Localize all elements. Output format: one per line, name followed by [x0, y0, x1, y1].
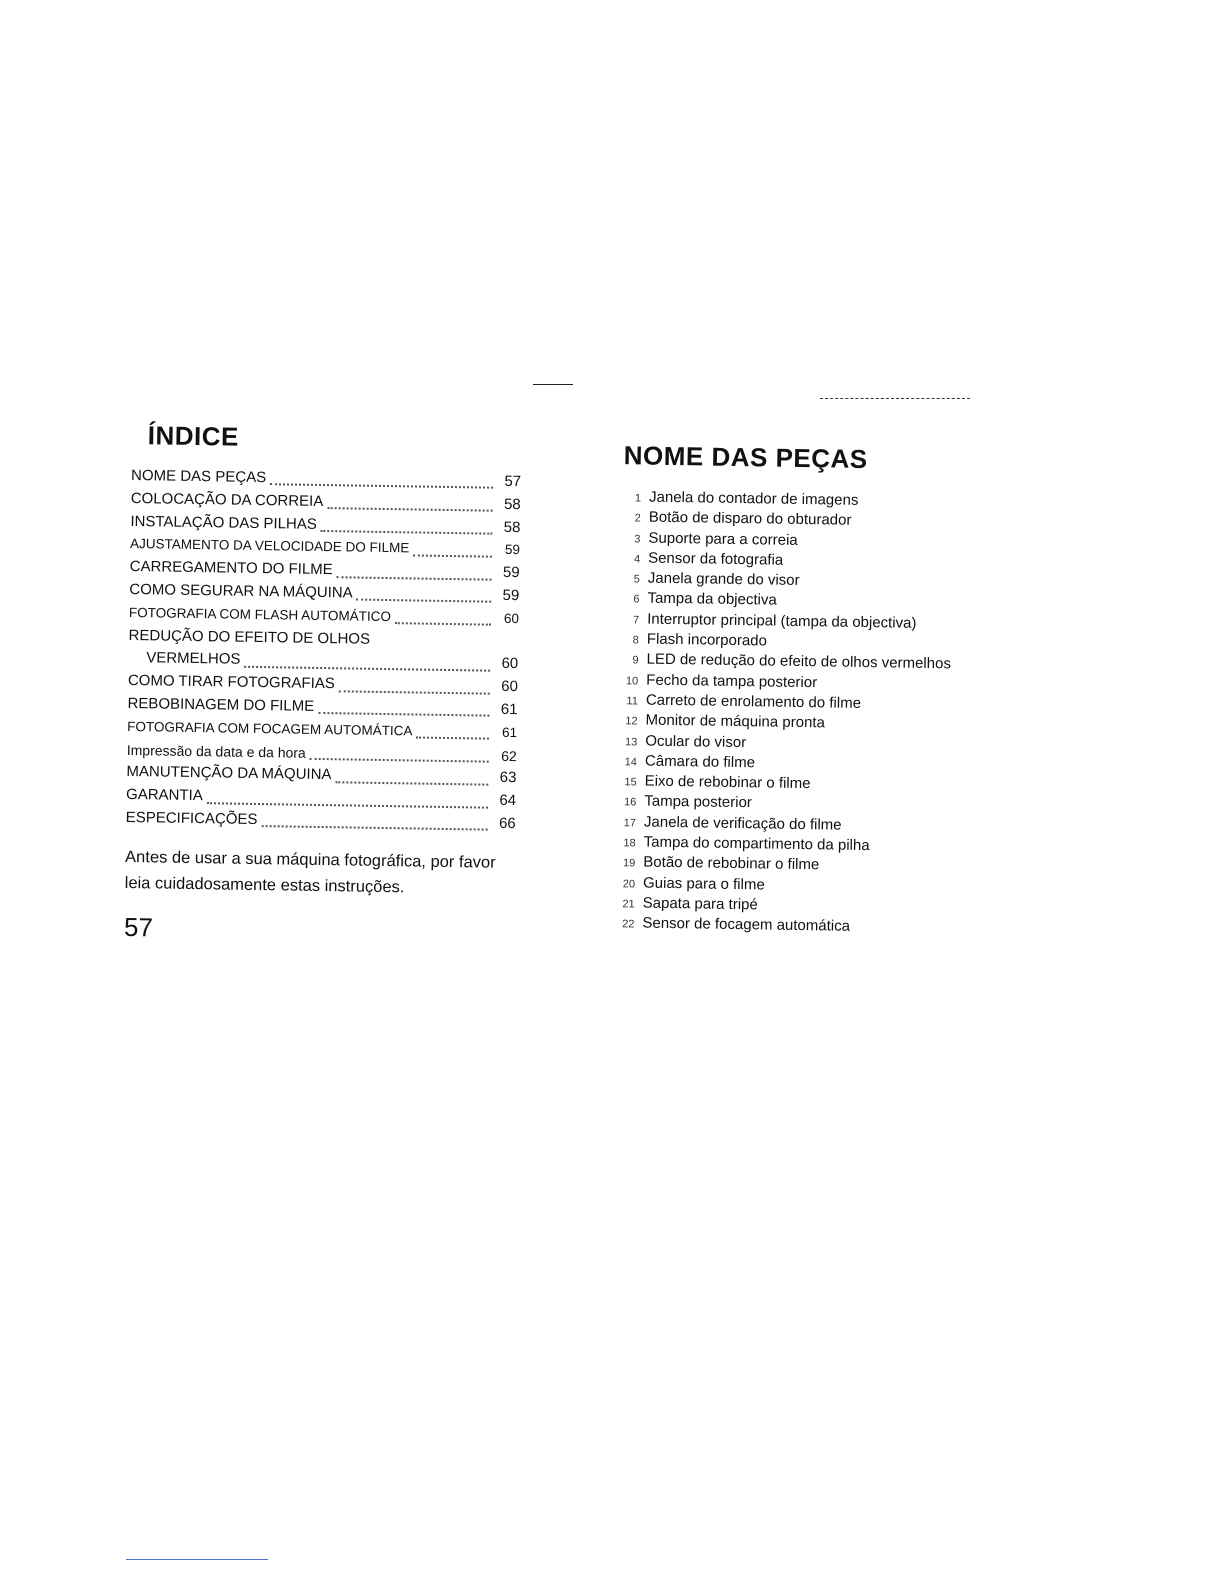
index-entry-label: Impressão da data e da hora — [126, 741, 306, 761]
index-entry-page: 59 — [502, 564, 520, 582]
part-number: 18 — [623, 837, 636, 850]
index-section — [124, 420, 522, 949]
dot-leader — [321, 524, 493, 535]
index-entry-page: 64 — [499, 791, 517, 810]
part-number: 22 — [622, 918, 635, 931]
part-number: 4 — [633, 553, 641, 566]
part-label: Câmara do filme — [644, 752, 756, 772]
part-label: Sensor de focagem automática — [642, 914, 851, 936]
part-label: Carreto de enrolamento do filme — [645, 691, 862, 712]
index-entry-page: 57 — [504, 472, 522, 491]
page-number: 57 — [123, 912, 154, 943]
index-entry-page: 59 — [504, 542, 521, 558]
part-number: 7 — [632, 614, 640, 627]
part-number: 19 — [623, 857, 636, 870]
dot-leader — [327, 501, 493, 512]
index-entry-label: NOME DAS PEÇAS — [130, 466, 267, 487]
part-label: Flash incorporado — [646, 630, 768, 650]
index-entry-label: VERMELHOS — [146, 649, 241, 669]
dot-leader — [416, 731, 489, 740]
index-entry-page: 63 — [499, 769, 517, 787]
index-entry-label: INSTALAÇÃO DAS PILHAS — [130, 512, 317, 533]
dot-leader — [395, 616, 491, 626]
part-number: 6 — [633, 593, 640, 606]
parts-list — [604, 487, 1011, 940]
dot-leader — [310, 752, 489, 763]
part-label: Janela do contador de imagens — [648, 488, 859, 509]
part-number: 9 — [632, 654, 639, 667]
index-entry-page: 58 — [503, 518, 521, 536]
part-number: 20 — [622, 877, 636, 891]
index-list — [126, 465, 522, 836]
part-number: 11 — [626, 695, 638, 708]
index-entry-label: CARREGAMENTO DO FILME — [129, 558, 333, 579]
part-label: Botão de rebobinar o filme — [643, 853, 820, 874]
index-entry-page: 60 — [501, 678, 518, 696]
index-entry-label: MANUTENÇÃO DA MÁQUINA — [126, 763, 332, 784]
dot-leader — [413, 548, 492, 557]
dot-leader — [261, 819, 487, 831]
index-entry-page: 59 — [502, 586, 520, 605]
index-entry-page: 58 — [503, 495, 521, 513]
index-entry-label: FOTOGRAFIA COM FOCAGEM AUTOMÁTICA — [127, 718, 413, 739]
part-label: Fecho da tampa posterior — [646, 671, 818, 691]
index-entry-page: 60 — [501, 655, 519, 673]
part-number: 13 — [624, 735, 638, 748]
index-entry-label: COMO SEGURAR NA MÁQUINA — [129, 580, 353, 602]
part-label: Janela de verificação do filme — [643, 813, 842, 834]
part-number: 8 — [632, 634, 639, 647]
part-number: 16 — [623, 796, 637, 809]
index-entry-label: REBOBINAGEM DO FILME — [127, 694, 315, 715]
part-number: 15 — [624, 776, 637, 789]
index-entry — [126, 807, 516, 836]
bottom-rule — [126, 1559, 268, 1560]
part-label: Tampa do compartimento da pilha — [643, 833, 870, 855]
part-label: Tampa da objectiva — [647, 590, 777, 610]
top-rule-short — [533, 384, 573, 385]
intro-paragraph: Antes de usar a sua máquina fotográfica, por favor leia cuidadosamente estas instruções. — [124, 847, 496, 897]
index-entry-label: COMO TIRAR FOTOGRAFIAS — [127, 672, 335, 693]
index-entry-label: COLOCAÇÃO DA CORREIA — [130, 489, 324, 510]
part-label: Suporte para a correia — [648, 529, 798, 549]
part-number: 2 — [634, 512, 641, 525]
parts-title: NOME DAS PEÇAS — [623, 440, 868, 475]
part-label: Interruptor principal (tampa da objectiva) — [647, 610, 917, 632]
dot-leader — [318, 706, 489, 717]
part-number: 17 — [623, 816, 637, 830]
part-label: Guias para o filme — [642, 874, 765, 894]
part-label: Ocular do visor — [645, 732, 747, 751]
part-label: Eixo de rebobinar o filme — [644, 772, 811, 793]
part-label: Monitor de máquina pronta — [645, 711, 825, 732]
part-number: 5 — [633, 573, 640, 586]
part-number: 12 — [625, 715, 638, 728]
part-label: Sensor da fotografia — [648, 549, 784, 569]
index-entry-label: AJUSTAMENTO DA VELOCIDADE DO FILME — [129, 536, 410, 556]
dot-leader — [270, 478, 493, 490]
part-label: Janela grande do visor — [647, 569, 800, 590]
dot-leader — [357, 593, 492, 603]
dot-leader — [339, 684, 490, 694]
dot-leader — [335, 775, 488, 785]
part-number: 3 — [634, 532, 641, 546]
parts-section — [604, 440, 1012, 940]
part-label: Botão de disparo do obturador — [648, 508, 852, 530]
top-rule-dashed — [820, 398, 970, 399]
part-label: Sapata para tripé — [642, 894, 758, 914]
index-entry-label: ESPECIFICAÇÕES — [125, 808, 258, 828]
index-title: ÍNDICE — [147, 420, 240, 452]
dot-leader — [244, 660, 490, 672]
dot-leader — [337, 570, 492, 580]
part-number: 21 — [622, 898, 635, 911]
index-entry-label: FOTOGRAFIA COM FLASH AUTOMÁTICO — [128, 604, 392, 624]
index-entry-label: REDUÇÃO DO EFEITO DE OLHOS — [128, 626, 371, 648]
part-number: 10 — [625, 674, 639, 688]
part-number: 14 — [624, 756, 638, 769]
index-entry-page: 60 — [503, 610, 520, 626]
dot-leader — [207, 796, 488, 808]
index-entry-page: 62 — [501, 747, 517, 764]
part-label: LED de redução do efeito de olhos vermelhos — [646, 650, 952, 673]
part-label: Tampa posterior — [644, 793, 753, 812]
index-entry-page: 61 — [500, 700, 518, 719]
index-entry-page: 66 — [498, 814, 516, 833]
index-entry-label: GARANTIA — [125, 786, 203, 805]
part-number: 1 — [634, 492, 642, 505]
index-entry-page: 61 — [501, 724, 518, 740]
